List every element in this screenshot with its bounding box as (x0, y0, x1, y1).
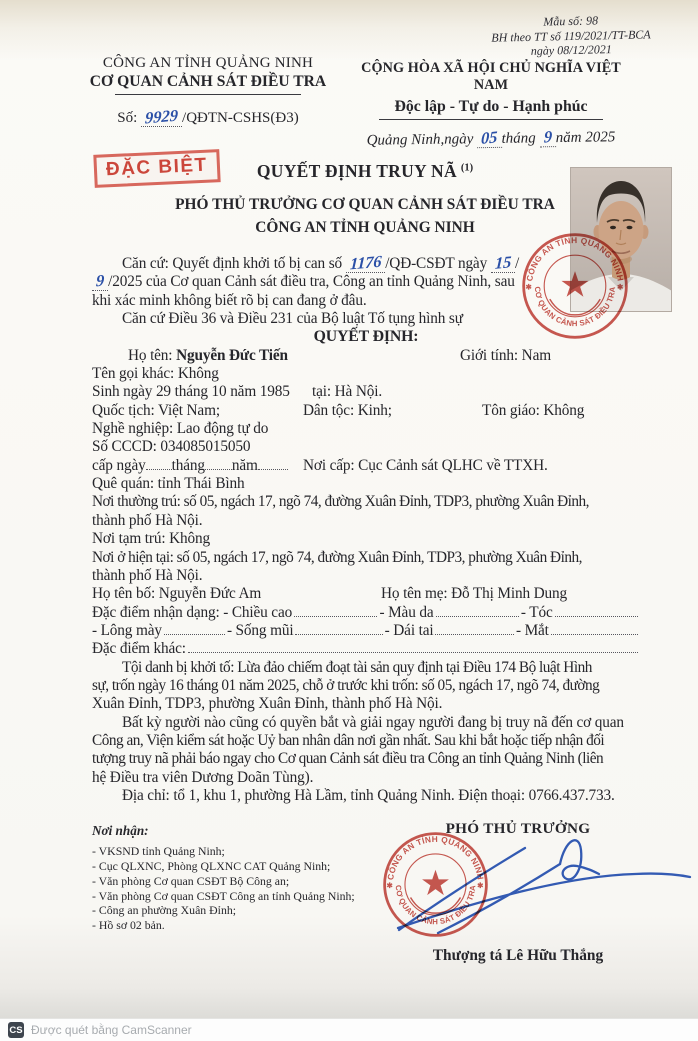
field-other-features (92, 640, 640, 658)
preamble-line3: khi xác minh không biết rõ bị can đang ở đâu. (92, 291, 367, 309)
field-temp-residence: Nơi tạm trú: Không (92, 530, 210, 548)
issuer-line1: PHÓ THỦ TRƯỞNG CƠ QUAN CẢNH SÁT ĐIỀU TRA (175, 196, 555, 213)
place-date-line (346, 126, 636, 150)
nose-dots (295, 622, 382, 635)
svg-text:CƠ QUAN CẢNH SÁT ĐIỀU TRA (533, 286, 617, 328)
notice-line1: Bất kỳ người nào cũng có quyền bắt và giải ngay người đang bị truy nã đến cơ quan (122, 713, 624, 731)
preamble-line4: Căn cứ Điều 36 và Điều 231 của Bộ luật Tố tụng hình sự (122, 310, 463, 328)
form-circular: BH theo TT số 119/2021/TT-BCA (491, 26, 651, 45)
religion-value: Tôn giáo: Không (482, 401, 585, 419)
field-parents (92, 585, 640, 603)
seal-top-text: CÔNG AN TỈNH QUẢNG NINH (524, 235, 626, 283)
case-number-dots (346, 251, 386, 274)
field-residence-l1: Nơi thường trú: số 05, ngách 17, ngõ 74, đường Xuân Đỉnh, TDP3, phường Xuân Đỉnh, (92, 493, 589, 511)
day-dots (477, 127, 502, 148)
nationality-value: Quốc tịch: Việt Nam; (92, 401, 220, 419)
preamble-l2: /2025 của Cơ quan Cảnh sát điều tra, Công an tỉnh Quảng Ninh, sau (108, 273, 515, 291)
field-birth (92, 383, 640, 401)
case-month-dots (92, 270, 108, 291)
nose-label: - Sống mũi (226, 621, 294, 639)
signer-title: PHÓ THỦ TRƯỞNG (445, 820, 591, 837)
day-handwritten: 05 (480, 127, 498, 148)
case-month-handwritten: 9 (95, 270, 105, 291)
form-number: Mẫu số: 98 (543, 13, 599, 29)
case-number-handwritten: 1176 (349, 251, 382, 274)
handwritten-signature (335, 824, 695, 942)
eye-dots (551, 622, 638, 635)
month-dots (539, 126, 555, 147)
issue-month-label: tháng (171, 456, 205, 474)
birthplace-value: tại: Hà Nội. (312, 383, 382, 401)
case-day-dots (491, 252, 515, 273)
eyebrow-dots (164, 622, 225, 635)
contact-address: Địa chỉ: tổ 1, khu 1, phường Hà Lầm, tỉnh Quảng Ninh. Điện thoại: 0766.437.733. (122, 786, 615, 804)
field-id-number: Số CCCD: 034085015050 (92, 438, 251, 456)
seal-separator-left: ✱ (525, 282, 532, 292)
field-features-row2 (92, 622, 640, 640)
field-hometown: Quê quán: tỉnh Thái Bình (92, 475, 245, 493)
offense-line1: Tội danh bị khởi tố: Lừa đảo chiếm đoạt tài sản quy định tại Điều 174 Bộ luật Hình (122, 658, 592, 676)
decide-heading: QUYẾT ĐỊNH: (313, 328, 419, 346)
eyebrow-label: - Lông mày (92, 621, 162, 639)
agency-parent: CÔNG AN TỈNH QUẢNG NINH (102, 55, 314, 71)
offense-line2: sự, trốn ngày 16 tháng 01 năm 2025, chỗ ở trước khi trốn: số 05, ngách 17, ngõ 74, đường (92, 676, 600, 694)
birthdate-value: Sinh ngày 29 tháng 10 năm 1985 (92, 383, 290, 401)
seal-top-text: CÔNG AN TỈNH QUẢNG NINH (385, 833, 486, 881)
camscanner-logo-icon: CS (8, 1022, 24, 1038)
doc-number-handwritten: 9929 (144, 105, 179, 128)
doc-number-label: Số: (117, 110, 138, 126)
notice-line3: tượng truy nã phải báo ngay cho Cơ quan Cảnh sát điều tra Công an tỉnh Quảng Ninh (liên (92, 750, 604, 768)
height-dots (294, 604, 377, 617)
special-priority-stamp: ĐẶC BIỆT (93, 149, 220, 188)
notice-line4: hệ Điều tra viên Dương Doãn Tùng). (92, 768, 314, 786)
field-alias: Tên gọi khác: Không (92, 365, 219, 383)
preamble-l1a: Căn cứ: Quyết định khởi tố bị can số (122, 255, 343, 272)
agency-underline (115, 94, 301, 95)
earlobe-dots (435, 622, 514, 635)
field-current-address-l1: Nơi ở hiện tại: số 05, ngách 17, ngõ 74, đường Xuân Đỉnh, TDP3, phường Xuân Đỉnh, (92, 548, 582, 566)
earlobe-label: - Dái tai (384, 621, 434, 639)
recipient-item: - VKSND tỉnh Quảng Ninh; (92, 844, 225, 858)
agency-header (58, 55, 358, 127)
preamble-l1b: /QĐ-CSĐT ngày (385, 255, 488, 272)
recipient-item: - Văn phòng Cơ quan CSĐT Bộ Công an; (92, 873, 290, 888)
form-meta (448, 11, 695, 60)
document-number-line (58, 105, 358, 128)
field-fullname (92, 347, 640, 365)
notice-line2: Công an, Viện kiểm sát hoặc Uỷ ban nhân dân nơi gần nhất. Sau khi bắt hoặc tiếp nhận đối (92, 731, 605, 749)
gender-value: Giới tính: Nam (460, 346, 551, 364)
offense-line3: Xuân Đỉnh, TDP3, phường Xuân Đỉnh, thành phố Hà Nội. (92, 695, 443, 713)
country-name: CỘNG HÒA XÃ HỘI CHỦ NGHĨA VIỆT NAM (361, 60, 621, 93)
camscanner-bar (0, 1018, 698, 1041)
camscanner-watermark: Được quét bằng CamScanner (31, 1023, 192, 1037)
issue-year-label: năm (231, 456, 258, 474)
month-handwritten: 9 (543, 126, 553, 147)
police-seal-photo (519, 230, 631, 342)
seal-separator-right: ✱ (477, 881, 484, 891)
recipients-title: Nơi nhận: (92, 823, 149, 838)
signer-name: Thượng tá Lê Hữu Thắng (432, 947, 604, 964)
issuer-line2: CÔNG AN TỈNH QUẢNG NINH (255, 218, 475, 236)
recipient-item: - Văn phòng Cơ quan CSĐT Công an tỉnh Quảng Ninh; (92, 888, 355, 903)
field-current-address-l2: thành phố Hà Nội. (92, 566, 203, 584)
preamble-l1c: / (514, 255, 520, 272)
father-name: Họ tên bố: Nguyễn Đức Am (92, 585, 262, 603)
year-label: năm 2025 (555, 129, 616, 147)
national-header (346, 60, 636, 148)
issue-place-value: Nơi cấp: Cục Cảnh sát QLHC về TTXH. (303, 456, 548, 474)
field-occupation: Nghề nghiệp: Lao động tự do (92, 420, 269, 438)
form-date: ngày 08/12/2021 (530, 42, 612, 59)
motto: Độc lập - Tự do - Hạnh phúc (394, 98, 588, 115)
seal-bottom-text: CƠ QUAN CẢNH SÁT ĐIỀU TRA (393, 884, 478, 927)
seal-bottom-text: CƠ QUAN CẢNH SÁT ĐIỀU TRA (532, 286, 618, 329)
issue-month-dots (205, 457, 232, 470)
month-label: tháng (501, 130, 536, 147)
field-features-row1 (92, 604, 640, 622)
recipient-item: - Hồ sơ 02 bản. (92, 918, 165, 933)
eye-label: - Mắt (515, 621, 549, 639)
other-features-dots (188, 640, 638, 653)
issue-day-dots (146, 457, 172, 470)
hair-label: - Tóc (520, 603, 553, 621)
decision-title-footnote: (1) (460, 162, 474, 174)
features-label: Đặc điểm nhận dạng: - Chiều cao (92, 603, 293, 621)
seal-separator-left: ✱ (386, 881, 393, 891)
mother-name: Họ tên mẹ: Đỗ Thị Minh Dung (381, 585, 568, 603)
recipient-item: - Công an phường Xuân Đỉnh; (92, 903, 237, 918)
other-features-label: Đặc điểm khác: (92, 640, 186, 658)
issue-year-dots (258, 457, 288, 470)
field-residence-l2: thành phố Hà Nội. (92, 511, 203, 529)
doc-number-dots (141, 105, 182, 128)
skin-label: - Màu da (379, 603, 434, 621)
motto-underline (379, 119, 603, 120)
field-id-issue (92, 457, 640, 475)
seal-separator-right: ✱ (617, 282, 624, 292)
case-day-handwritten: 15 (494, 252, 512, 273)
place-label: Quảng Ninh,ngày (366, 131, 474, 149)
agency-name: CƠ QUAN CẢNH SÁT ĐIỀU TRA (89, 73, 327, 90)
doc-number-suffix: /QĐTN-CSHS(Đ3) (182, 110, 299, 126)
fullname-value: Nguyễn Đức Tiến (176, 346, 288, 364)
recipient-item: - Cục QLXNC, Phòng QLXNC CAT Quảng Ninh; (92, 858, 331, 873)
fullname-label: Họ tên: (128, 346, 173, 364)
ethnicity-value: Dân tộc: Kinh; (303, 401, 392, 419)
skin-dots (436, 604, 519, 617)
decision-title-text: QUYẾT ĐỊNH TRUY NÃ (256, 161, 457, 181)
hair-dots (555, 604, 638, 617)
field-nationality-row (92, 402, 640, 420)
issue-day-label: cấp ngày (92, 456, 146, 474)
